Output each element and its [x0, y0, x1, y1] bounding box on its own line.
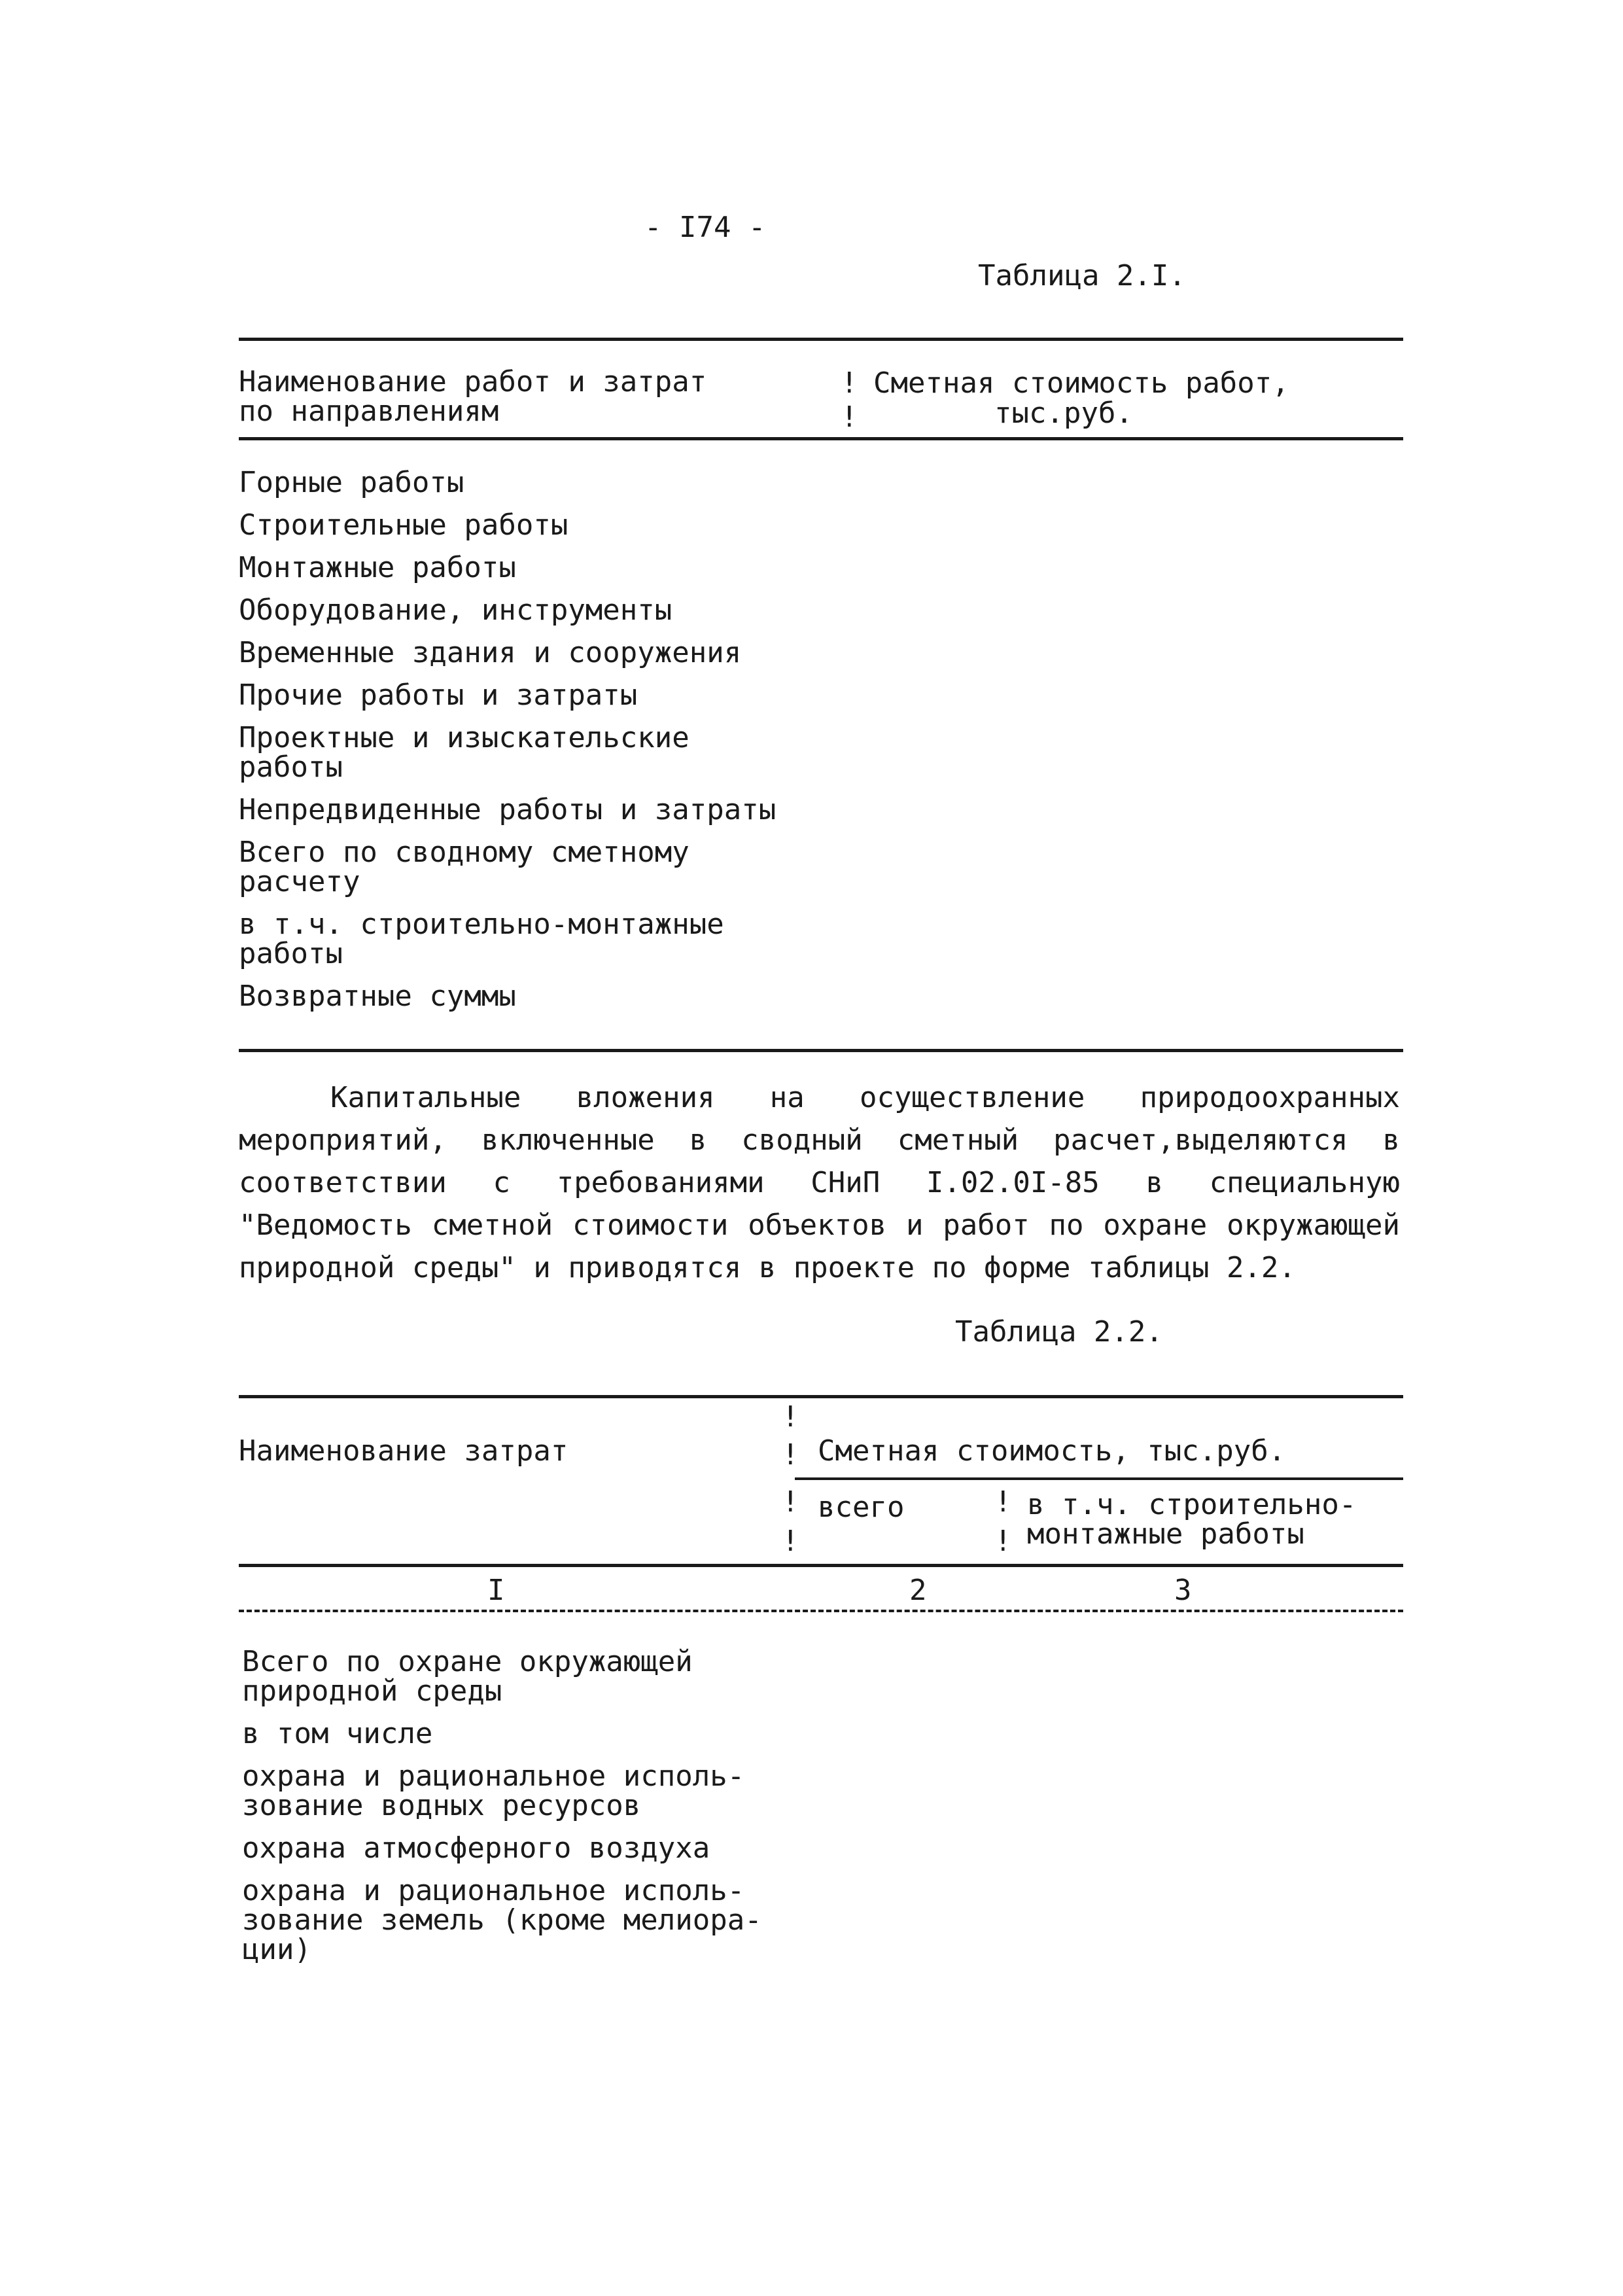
table2-row: охрана и рациональное исполь- зование водных ресурсов — [242, 1759, 745, 1822]
table2-subheader-rule — [795, 1477, 1403, 1480]
table2-column-number: I — [487, 1574, 505, 1607]
table1-row: Временные здания и сооружения — [239, 636, 742, 669]
table1-label: Таблица 2.I. — [978, 259, 1186, 292]
table2-header-rule — [239, 1564, 1403, 1567]
table1-top-rule — [239, 338, 1403, 341]
table1-header-cost: Сметная стоимость работ, — [873, 366, 1289, 400]
table1-header-cost-unit: тыс.руб. — [994, 397, 1133, 430]
table1-row: Горные работы — [239, 466, 464, 499]
table2-row: охрана атмосферного воздуха — [242, 1831, 710, 1865]
table1-row: в т.ч. строительно-монтажные работы — [239, 908, 724, 970]
table2-row: охрана и рациональное исполь- зование земель (кроме мелиора- ции) — [242, 1874, 762, 1966]
body-paragraph — [239, 1076, 1400, 1289]
paragraph-text: Капитальные вложения на осуществление природоохранных мероприятий, включенные в сводный сметный расчет,выделяются в соответствии с требованиями СНиП I.02.0I-85 в специальную "Ведомость сметной стоимости объектов и работ по охране окружающей природной среды" и приводятся в проекте по форме таблицы 2.2. — [239, 1081, 1400, 1284]
table2-label: Таблица 2.2. — [955, 1315, 1163, 1349]
table1-row: Непредвиденные работы и затраты — [239, 793, 777, 826]
table1-row: Всего по сводному сметному расчету — [239, 836, 689, 898]
page-number: - I74 - — [644, 211, 766, 244]
table1-row: Оборудование, инструменты — [239, 593, 672, 627]
table2-header-cost-group: Сметная стоимость, тыс.руб. — [818, 1434, 1286, 1468]
table2-top-rule — [239, 1395, 1403, 1398]
table2-numbers-rule — [239, 1610, 1403, 1612]
table2-header-construction: в т.ч. строительно- монтажные работы — [1027, 1488, 1357, 1551]
table2-header-separator: ! — [994, 1485, 1012, 1519]
table2-column-number: 2 — [909, 1574, 927, 1607]
table2-row: в том числе — [242, 1717, 433, 1750]
table2-header-separator: ! — [782, 1525, 799, 1558]
table2-header-name: Наименование затрат — [239, 1434, 568, 1468]
table1-header-separator: ! — [841, 400, 858, 434]
table1-row: Монтажные работы — [239, 551, 516, 584]
table2-header-total: всего — [818, 1491, 905, 1524]
table1-row: Проектные и изыскательские работы — [239, 721, 689, 784]
table1-row: Строительные работы — [239, 508, 568, 542]
table2-header-separator: ! — [782, 1485, 799, 1519]
table2-column-number: 3 — [1174, 1574, 1192, 1607]
table2-row: Всего по охране окружающей природной среды — [242, 1645, 693, 1708]
table1-bottom-rule — [239, 1049, 1403, 1052]
table1-row: Прочие работы и затраты — [239, 679, 638, 712]
table2-header-separator: ! — [782, 1400, 799, 1434]
table1-row: Возвратные суммы — [239, 980, 516, 1013]
table2-header-separator: ! — [782, 1438, 799, 1472]
table1-header-separator: ! — [841, 366, 858, 400]
table1-header-rule — [239, 437, 1403, 440]
table2-header-separator: ! — [994, 1525, 1012, 1558]
table1-header-name: Наименование работ и затрат по направлениям — [239, 365, 707, 428]
